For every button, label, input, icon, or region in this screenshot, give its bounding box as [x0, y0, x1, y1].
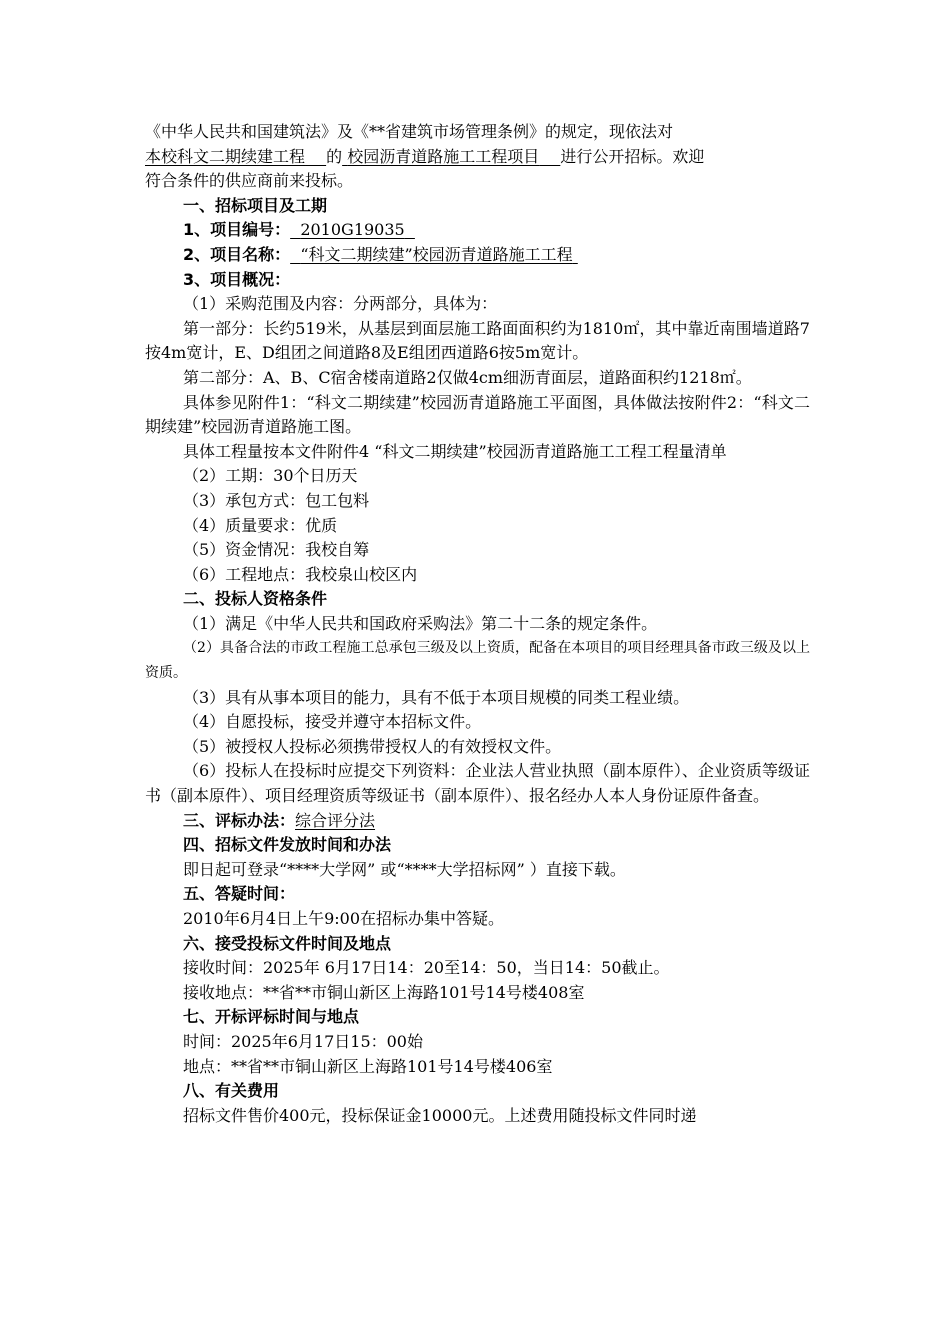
section-heading-4: 四、招标文件发放时间和办法 — [183, 835, 392, 855]
qualification-2: （2）具备合法的市政工程施工总承包三级及以上资质，配备在本项目的项目经理具备市政三级及以上资质。 — [145, 640, 810, 682]
section-heading-5: 五、答疑时间： — [183, 884, 296, 904]
quality-text: （4）质量要求：优质 — [183, 515, 338, 535]
location-text: （6）工程地点：我校泉山校区内 — [183, 564, 418, 584]
download-info: 即日起可登录“****大学网” 或“****大学招标网” ）直接下载。 — [183, 859, 626, 879]
intro-line-1: 《中华人民共和国建筑法》及《**省建筑市场管理条例》的规定，现依法对 — [145, 122, 674, 141]
qualification-6: （6）投标人在投标时应提交下列资料：企业法人营业执照（副本原件）、企业资质等级证书（副本原件）、项目经理资质等级证书（副本原件）、报名经办人本人身份证原件备查。 — [145, 761, 810, 806]
project-name-label: 2、项目名称： — [183, 244, 291, 264]
intro-line-2 — [145, 145, 810, 170]
section-heading-1: 一、招标项目及工期 — [183, 195, 328, 215]
project-name-value: “科文二期续建”校园沥青道路施工工程 — [300, 244, 573, 264]
qualification-1: （1）满足《中华人民共和国政府采购法》第二十二条的规定条件。 — [183, 613, 658, 633]
scope-text: （1）采购范围及内容：分两部分，具体为： — [183, 294, 498, 314]
qualification-5: （5）被授权人投标必须携带授权人的有效授权文件。 — [183, 736, 562, 756]
attachment-reference: 具体参见附件1：“科文二期续建”校园沥青道路施工平面图，具体做法按附件2：“科文二期续建”校园沥青道路施工图。 — [145, 392, 810, 437]
qa-time: 2010年6月4日上午9:00在招标办集中答疑。 — [183, 909, 505, 928]
evaluation-row — [145, 809, 810, 834]
project-sub: 校园沥青道路施工工程项目 — [347, 146, 540, 166]
qualification-3: （3）具有从事本项目的能力，具有不低于本项目规模的同类工程业绩。 — [183, 687, 690, 707]
part-one-text: 第一部分：长约519米，从基层到面层施工路面面积约为1810㎡，其中靠近南围墙道路7按4m宽计，E、D组团之间道路8及E组团西道路6按5m宽计。 — [145, 318, 810, 363]
intro-de: 的 — [326, 146, 343, 166]
project-number-value: 2010G19035 — [300, 220, 405, 240]
receive-place: 接收地点：**省**市铜山新区上海路101号14号楼408室 — [183, 982, 585, 1002]
intro-line-3: 符合条件的供应商前来投标。 — [145, 171, 354, 191]
qualification-4: （4）自愿投标，接受并遵守本招标文件。 — [183, 712, 482, 732]
project-parent: 本校科文二期续建工程 — [145, 146, 306, 166]
funding-text: （5）资金情况：我校自筹 — [183, 540, 370, 560]
project-overview-label: 3、项目概况： — [183, 269, 291, 289]
section-heading-2: 二、投标人资格条件 — [183, 589, 328, 609]
evaluation-method: 综合评分法 — [295, 810, 376, 830]
fees-text: 招标文件售价400元，投标保证金10000元。上述费用随投标文件同时递 — [183, 1105, 697, 1125]
opening-place: 地点：**省**市铜山新区上海路101号14号楼406室 — [183, 1056, 553, 1076]
project-number-row — [145, 218, 810, 243]
section-heading-7: 七、开标评标时间与地点 — [183, 1007, 360, 1027]
opening-time: 时间：2025年6月17日15：00始 — [183, 1031, 423, 1051]
receive-time: 接收时间：2025年 6月17日14：20至14：50，当日14：50截止。 — [183, 958, 670, 978]
section-heading-6: 六、接受投标文件时间及地点 — [183, 933, 392, 953]
section-heading-8: 八、有关费用 — [183, 1081, 280, 1101]
part-two-text: 第二部分：A、B、C宿舍楼南道路2仅做4cm细沥青面层，道路面积约1218㎡。 — [183, 367, 752, 387]
project-number-label: 1、项目编号： — [183, 220, 291, 240]
intro-tail: 进行公开招标。欢迎 — [560, 146, 705, 166]
document-body — [145, 120, 810, 1128]
section-heading-3: 三、评标办法： — [183, 810, 296, 830]
duration-text: （2）工期：30个日历天 — [183, 466, 358, 486]
contract-type-text: （3）承包方式：包工包料 — [183, 490, 370, 510]
quantity-list-reference: 具体工程量按本文件附件4 “科文二期续建”校园沥青道路施工工程工程量清单 — [183, 441, 727, 461]
project-name-row — [145, 243, 810, 268]
